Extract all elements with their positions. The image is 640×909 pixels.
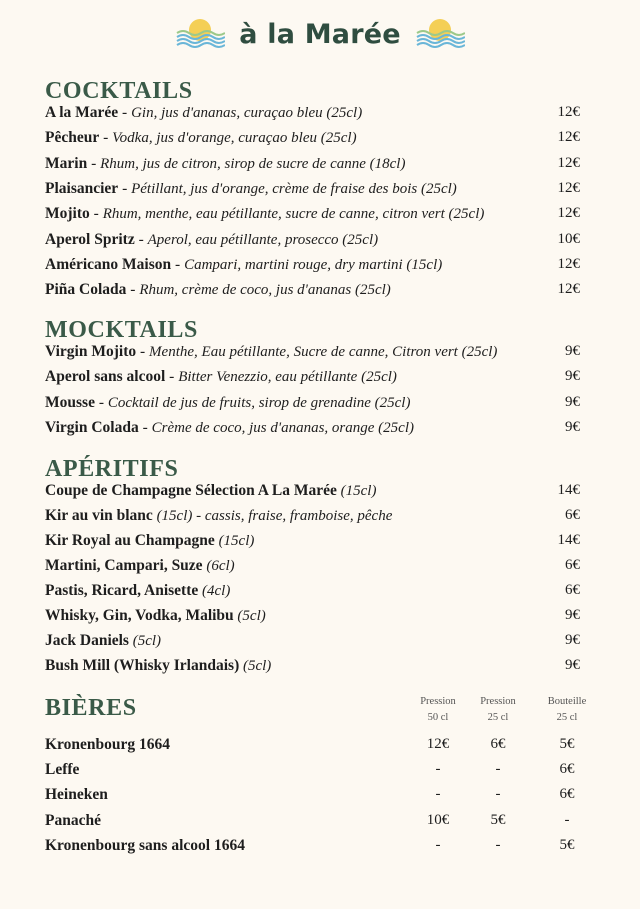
column-header-line2: 25 cl (556, 712, 578, 723)
item-price: 9€ (565, 343, 580, 359)
item-price: 9€ (565, 657, 580, 673)
beer-name: Kronenbourg sans alcool 1664 (45, 836, 245, 854)
item-name: Whisky, Gin, Vodka, Malibu (45, 607, 234, 624)
item-price: 12€ (557, 154, 580, 171)
item-volume: (5cl) (128, 633, 162, 649)
item-description: Menthe, Eau pétillante, Sucre de canne, Citron vert (25cl) (149, 344, 498, 360)
header (0, 14, 640, 54)
beer-price: - (495, 836, 501, 853)
item-separator: - (138, 418, 152, 436)
item-description: Cocktail de jus de fruits, sirop de grenadine (25cl) (107, 394, 411, 411)
item-volume: (5cl) (233, 608, 266, 624)
beer-price: - (435, 836, 441, 853)
menu-item (45, 507, 640, 529)
item-description: Bitter Venezzio, eau pétillante (25cl) (178, 369, 397, 386)
item-name: Kir au vin blanc (45, 507, 153, 524)
column-header-line1: Pression (420, 696, 456, 707)
beer-name: Heineken (45, 786, 108, 804)
beer-price: 6€ (559, 786, 575, 803)
item-description: Vodka, jus d'orange, curaçao bleu (25cl) (112, 130, 357, 147)
item-separator: - (136, 343, 150, 360)
menu-item (45, 482, 640, 504)
item-price: 14€ (557, 532, 580, 548)
item-separator: - (99, 129, 113, 147)
item-price: 12€ (557, 255, 580, 272)
item-volume: (4cl) (198, 583, 231, 599)
item-name: Pêcheur (45, 129, 100, 147)
item-price: 12€ (557, 281, 580, 298)
menu-item (45, 343, 640, 365)
item-volume: (6cl) (202, 558, 235, 574)
item-name: Piña Colada (45, 281, 127, 299)
item-description: Rhum, jus de citron, sirop de sucre de canne (18cl) (100, 155, 406, 172)
section-title-bieres: BIÈRES (45, 695, 137, 721)
item-price: 9€ (565, 368, 580, 385)
item-description: Rhum, crème de coco, jus d'ananas (25cl) (139, 282, 391, 299)
column-header (545, 694, 589, 726)
item-description: Crème de coco, jus d'ananas, orange (25cl) (151, 419, 414, 436)
beer-name: Kronenbourg 1664 (45, 736, 171, 753)
menu-item (45, 419, 640, 441)
menu-item (45, 557, 640, 579)
item-price: 12€ (557, 179, 580, 196)
item-name: Marin (45, 154, 88, 172)
item-name: Virgin Colada (45, 418, 139, 436)
column-header-line2: 25 cl (487, 712, 509, 723)
menu-item (45, 281, 640, 303)
beer-price: - (564, 811, 570, 828)
item-price: 9€ (565, 393, 580, 410)
item-separator: - (118, 179, 132, 197)
item-description: - cassis, fraise, framboise, pêche (192, 508, 393, 524)
section-title-aperitifs: APÉRITIFS (45, 456, 179, 482)
item-separator: - (87, 154, 101, 172)
section-title-cocktails: COCKTAILS (45, 78, 193, 104)
item-price: 9€ (565, 632, 580, 648)
beer-price: 10€ (426, 811, 450, 828)
item-volume: (15cl) (214, 533, 255, 549)
menu-item (45, 368, 640, 390)
beer-price: - (495, 761, 501, 778)
column-header (476, 694, 520, 726)
column-header-line2: 50 cl (427, 712, 449, 723)
item-name: Américano Maison (45, 255, 172, 273)
beer-name: Panaché (45, 811, 101, 829)
beer-price: 6€ (559, 761, 575, 778)
item-name: Bush Mill (Whisky Irlandais) (45, 657, 240, 674)
item-name: Kir Royal au Champagne (45, 532, 215, 549)
menu-item (45, 582, 640, 604)
item-name: Coupe de Champagne Sélection A La Marée (45, 482, 337, 499)
item-separator: - (171, 255, 185, 273)
menu-item (45, 394, 640, 416)
beer-price: - (435, 786, 441, 803)
item-name: Pastis, Ricard, Anisette (45, 582, 199, 599)
item-price: 10€ (557, 230, 580, 247)
item-description: Aperol, eau pétillante, prosecco (25cl) (147, 231, 379, 248)
item-volume: (15cl) (336, 483, 377, 499)
item-separator: - (126, 281, 140, 299)
item-description: Rhum, menthe, eau pétillante, sucre de canne, citron vert (25cl) (102, 206, 485, 223)
menu-item (45, 657, 640, 679)
item-separator: - (89, 205, 103, 223)
item-name: Aperol sans alcool (45, 368, 166, 386)
beer-price: - (495, 786, 501, 803)
item-separator: - (134, 230, 148, 248)
column-header-line1: Bouteille (547, 696, 587, 707)
item-name: Plaisancier (45, 179, 119, 197)
item-description: Pétillant, jus d'orange, crème de fraise des bois (25cl) (131, 180, 457, 197)
item-name: Virgin Mojito (45, 343, 137, 360)
item-name: Aperol Spritz (45, 230, 135, 248)
restaurant-title: à la Marée (239, 18, 401, 50)
item-separator: - (94, 393, 108, 411)
menu-item (45, 104, 640, 126)
item-description: Campari, martini rouge, dry martini (15cl) (184, 256, 443, 273)
beer-name: Leffe (45, 761, 80, 779)
item-separator: - (118, 104, 132, 121)
column-header-line1: Pression (480, 696, 516, 707)
column-header (416, 694, 460, 726)
menu-item (45, 632, 640, 654)
menu-item (45, 231, 640, 253)
menu-item (45, 256, 640, 278)
beer-price: 5€ (490, 811, 506, 828)
sun-waves-icon (175, 17, 225, 51)
item-description: Gin, jus d'ananas, curaçao bleu (25cl) (131, 105, 363, 121)
item-volume: (15cl) (152, 508, 193, 524)
item-price: 12€ (557, 205, 580, 222)
beer-price: - (435, 761, 441, 778)
menu-item (45, 155, 640, 177)
menu-item (45, 180, 640, 202)
beer-price: 6€ (490, 736, 506, 752)
item-price: 12€ (557, 104, 580, 120)
menu-item (45, 129, 640, 151)
beer-price: 5€ (559, 836, 575, 853)
item-name: Mojito (45, 205, 90, 223)
item-name: Martini, Campari, Suze (45, 557, 203, 574)
item-name: Jack Daniels (45, 632, 129, 649)
item-volume: (5cl) (239, 658, 272, 674)
item-name: Mousse (45, 393, 95, 411)
item-price: 9€ (565, 607, 580, 623)
item-price: 6€ (565, 582, 580, 598)
item-name: A la Marée (45, 104, 119, 121)
sun-waves-icon (415, 17, 465, 51)
menu-item (45, 607, 640, 629)
item-price: 6€ (565, 507, 580, 523)
menu-item (45, 532, 640, 554)
item-price: 12€ (557, 129, 580, 146)
beer-price: 5€ (559, 736, 575, 752)
section-title-mocktails: MOCKTAILS (45, 317, 198, 343)
menu-item (45, 205, 640, 227)
beer-price: 12€ (426, 736, 450, 752)
item-price: 6€ (565, 557, 580, 573)
item-price: 14€ (557, 482, 580, 498)
item-separator: - (165, 368, 179, 386)
item-price: 9€ (565, 418, 580, 435)
